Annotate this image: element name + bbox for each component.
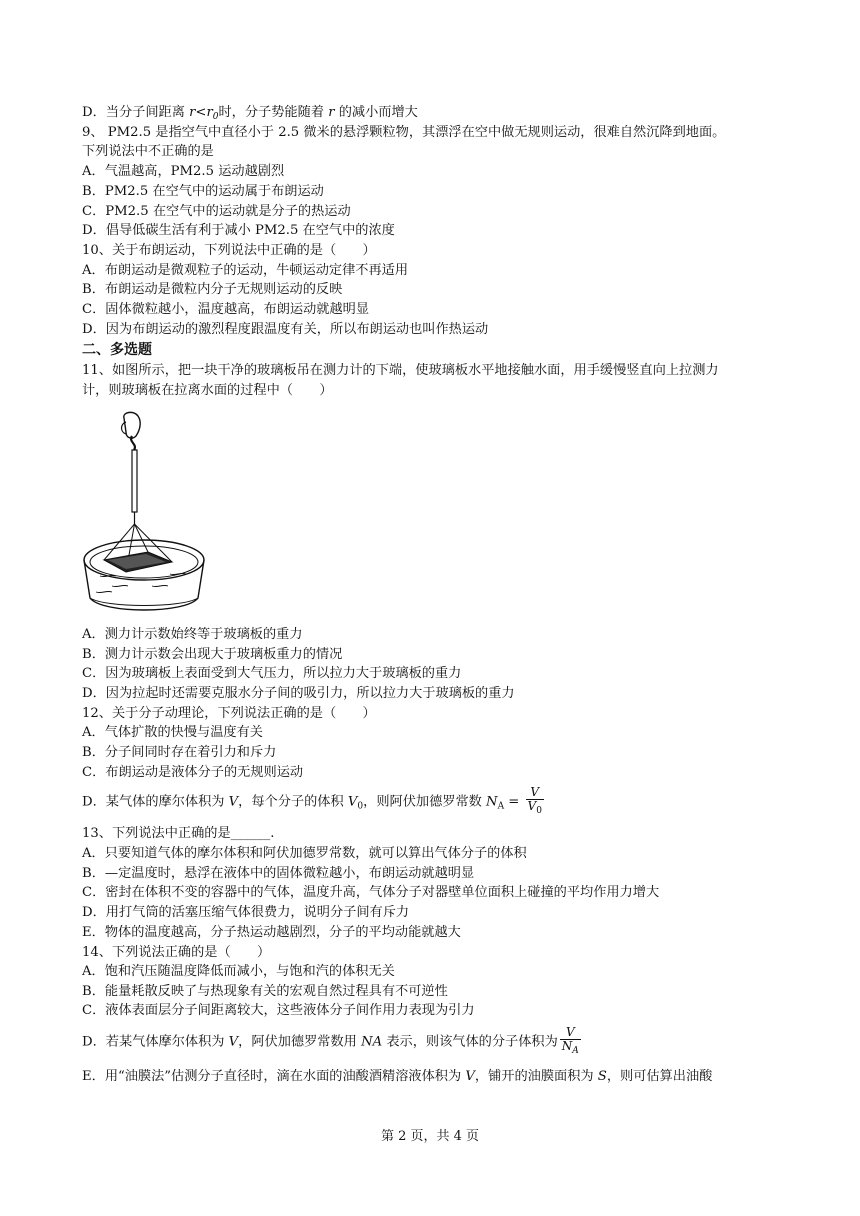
q13-option-c: C．密封在体积不变的容器中的气体，温度升高，气体分子对器壁单位面积上碰撞的平均作用力增大 [82, 885, 660, 900]
text: < [195, 105, 207, 120]
text: = [504, 794, 524, 810]
q14-stem: 14、下列说法正确的是（ ） [82, 945, 271, 960]
fraction [526, 786, 544, 818]
q14-option-e [82, 1068, 712, 1086]
q12-option-a: A．气体扩散的快慢与温度有关 [82, 725, 263, 740]
fraction-numerator: V [565, 1025, 575, 1039]
q11-stem-2: 计，则玻璃板在拉离水面的过程中（ ） [82, 383, 333, 398]
q9-option-d: D．倡导低碳生活有利于减小 PM2.5 在空气中的浓度 [82, 223, 395, 238]
text: ，铺开的油膜面积为 [474, 1069, 598, 1084]
section-heading: 二、多选题 [82, 342, 152, 358]
text: ，则阿伏加德罗常数 [363, 794, 487, 810]
q14-option-a: A．饱和汽压随温度降低而减小，与饱和汽的体积无关 [82, 964, 395, 979]
q9-stem-1: 9、 PM2.5 是指空气中直径小于 2.5 微米的悬浮颗粒物，其漂浮在空中做无规则运动，很难自然沉降到地面。 [82, 125, 726, 140]
q12-stem: 12、关于分子动理论，下列说法正确的是（ ） [82, 706, 376, 721]
q9-option-b: B．PM2.5 在空气中的运动属于布朗运动 [82, 184, 324, 199]
var-r0: r [206, 105, 213, 120]
var-r: r [328, 105, 335, 120]
text: D．当分子间距离 [82, 105, 190, 120]
q11-option-c: C．因为玻璃板上表面受到大气压力，所以拉力大于玻璃板的重力 [82, 666, 462, 681]
fraction-denominator [526, 800, 544, 818]
spring-scale-figure [82, 410, 232, 618]
q10-option-c: C．固体微粒越小，温度越高，布朗运动就越明显 [82, 302, 370, 317]
var-v: V [465, 1069, 475, 1084]
q13-option-a: A．只要知道气体的摩尔体积和阿伏加德罗常数，就可以算出气体分子的体积 [82, 846, 527, 861]
q13-option-d: D．用打气筒的活塞压缩气体很费力，说明分子间有斥力 [82, 905, 410, 920]
text: D．某气体的摩尔体积为 [82, 794, 229, 810]
q10-stem: 10、关于布朗运动，下列说法中正确的是（ ） [82, 243, 376, 258]
q12-option-d [82, 786, 546, 820]
q14-option-c: C．液体表面层分子间距离较大，这些液体分子间作用力表现为引力 [82, 1003, 475, 1018]
q10-option-b: B．布朗运动是微粒内分子无规则运动的反映 [82, 282, 343, 297]
q14-option-b: B．能量耗散反映了与热现象有关的宏观自然过程具有不可逆性 [82, 984, 448, 999]
text: 表示，则该气体的分子体积为 [382, 1034, 558, 1050]
text: ，每个分子的体积 [238, 794, 348, 810]
var-v0: V [347, 794, 358, 810]
fraction-denominator [560, 1040, 581, 1058]
q12-option-b: B．分子间同时存在着引力和斥力 [82, 745, 277, 760]
text: 时，分子势能随着 [218, 105, 329, 120]
fraction [560, 1026, 581, 1058]
text: ，则可估算出油酸 [606, 1069, 713, 1084]
q11-stem-1: 11、如图所示，把一块干净的玻璃板吊在测力计的下端，使玻璃板水平地接触水面，用手缓慢竖直向上拉测力 [82, 363, 719, 378]
q13-option-e: E．物体的温度越高，分子热运动越剧烈，分子的平均动能就越大 [82, 925, 461, 940]
q11-option-a: A．测力计示数始终等于玻璃板的重力 [82, 627, 303, 642]
subscript: 0 [536, 806, 542, 816]
q9-stem-2: 下列说法中不正确的是 [82, 144, 214, 159]
q11-option-b: B．测力计示数会出现大于玻璃板重力的情况 [82, 647, 343, 662]
text: E．用“油膜法”估测分子直径时，滴在水面的油酸酒精溶液体积为 [82, 1069, 466, 1084]
var-na: NA [361, 1034, 383, 1050]
subscript: 0 [357, 801, 364, 812]
text: ，阿伏加德罗常数用 [238, 1034, 362, 1050]
q12-option-c: C．布朗运动是液体分子的无规则运动 [82, 765, 304, 780]
subscript: A [572, 1046, 579, 1056]
subscript: A [497, 801, 505, 812]
q11-option-d: D．因为拉起时还需要克服水分子间的吸引力，所以拉力大于玻璃板的重力 [82, 686, 515, 701]
text: D．若某气体摩尔体积为 [82, 1034, 229, 1050]
q9-option-c: C．PM2.5 在空气中的运动就是分子的热运动 [82, 204, 351, 219]
var-v: V [228, 1034, 239, 1050]
text: 的减小而增大 [334, 105, 418, 120]
q10-option-d: D．因为布朗运动的激烈程度跟温度有关，所以布朗运动也叫作热运动 [82, 322, 489, 337]
var-s: S [597, 1069, 607, 1084]
var-r: r [189, 105, 196, 120]
text: N [561, 1039, 573, 1053]
text: V [527, 799, 537, 813]
subscript: 0 [212, 112, 219, 122]
fraction-numerator: V [530, 785, 540, 799]
var-na: N [486, 794, 498, 810]
page-footer: 第 2 页，共 4 页 [380, 1129, 480, 1144]
q13-option-b: B．—定温度时，悬浮在液体中的固体微粒越小，布朗运动就越明显 [82, 866, 475, 881]
q14-option-d [82, 1026, 583, 1058]
q13-stem: 13、下列说法中正确的是______. [82, 826, 275, 841]
q9-option-a: A．气温越高，PM2.5 运动越剧烈 [82, 164, 285, 179]
q10-option-a: A．布朗运动是微观粒子的运动，牛顿运动定律不再适用 [82, 263, 409, 278]
q8-option-d [82, 104, 418, 126]
var-v: V [228, 794, 239, 810]
